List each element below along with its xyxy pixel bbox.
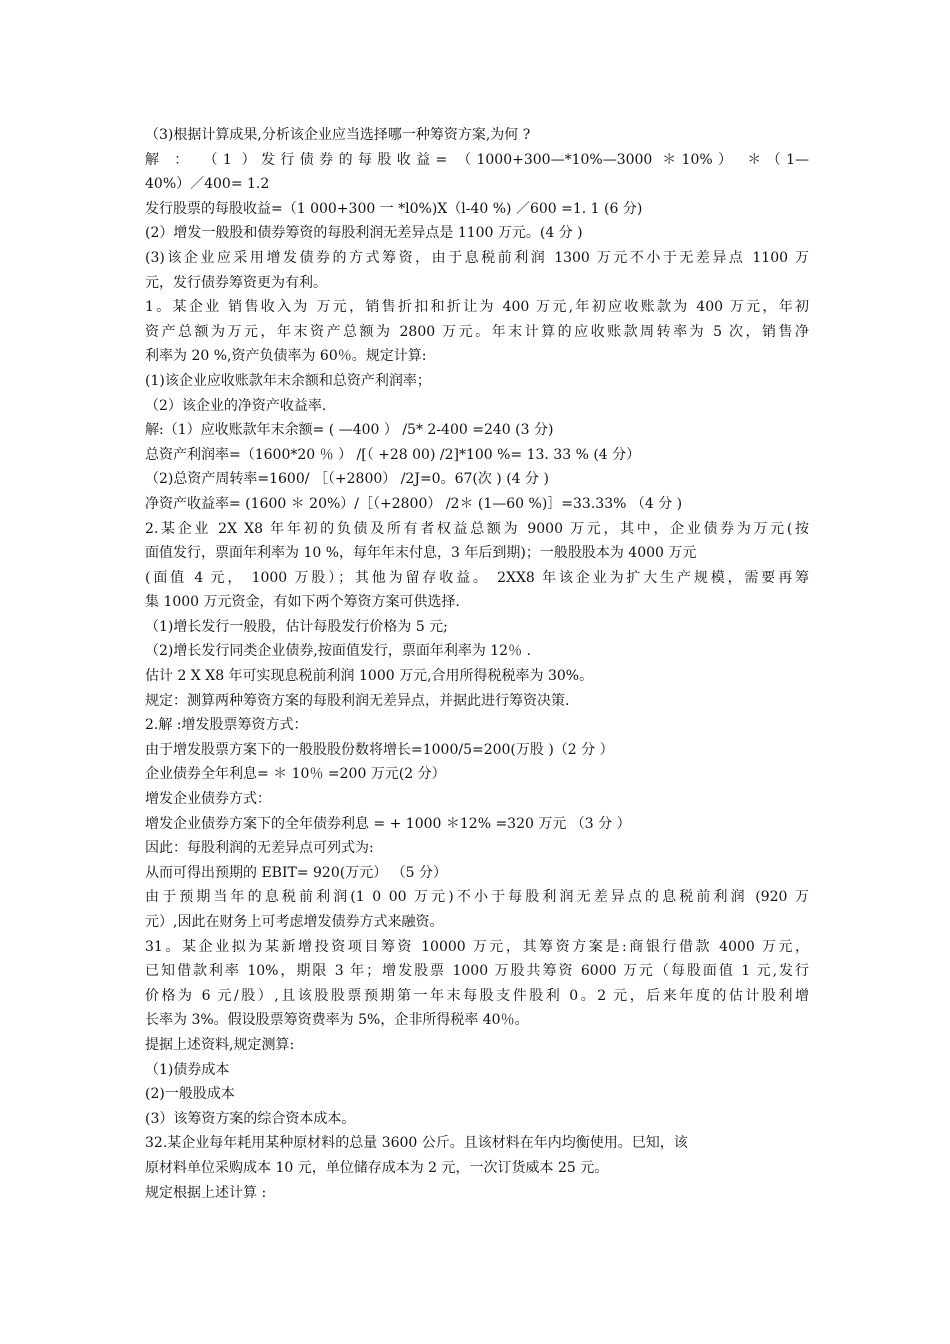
text-line: 2.某企业 2X X8 年年初的负债及所有者权益总额为 9000 万元，其中，企业债券为万元(按 xyxy=(145,520,809,537)
text-line: （2)总资产周转率=1600/ ［（+2800） /2J=0。67(次 ) (4 分 ) xyxy=(145,471,549,488)
text-line: （2)增长发行同类企业债券,按面值发行，票面年利率为 12％ . xyxy=(145,643,531,660)
document-body xyxy=(145,123,809,1205)
text-line: 估计 2 X X8 年可实现息税前利润 1000 万元,合用所得税税率为 30%。 xyxy=(145,668,594,685)
text-line: 从而可得出预期的 EBIT= 920(万元） （5 分） xyxy=(145,864,447,881)
text-line: 提据上述资料,规定测算: xyxy=(145,1036,295,1053)
text-line: 长率为 3%。假设股票筹资费率为 5%，企非所得税率 40％。 xyxy=(145,1012,529,1029)
text-line: （3)根据计算成果,分析该企业应当选择哪一种筹资方案,为何 ? xyxy=(145,127,531,143)
text-line: (面值 4 元， 1000 万股）；其他为留存收益。 2XX8 年该企业为扩大生产规模，需要再筹 xyxy=(145,569,809,586)
text-line: 元）,因此在财务上可考虑增发债券方式来融资。 xyxy=(145,914,444,930)
text-line: 增发企业债券方式： xyxy=(145,791,271,808)
text-line: 净资产收益率= (1600 ＊ 20%）/［（+2800） /2＊ (1—60 %)］=33.33% （4 分 ) xyxy=(145,495,683,512)
text-line: 40%）／400= 1.2 xyxy=(145,176,270,193)
text-line: 资产总额为万元，年末资产总额为 2800 万元。年末计算的应收账款周转率为 5 次，销售净 xyxy=(145,323,809,340)
text-line: 企业债券全年利息= ＊ 10％ =200 万元(2 分） xyxy=(145,766,446,783)
text-line: 由于预期当年的息税前利润(1 0 00 万元)不小于每股利润无差异点的息税前利润 (920 万 xyxy=(145,889,809,906)
text-line: 32.某企业每年耗用某种原材料的总量 3600 公斤。且该材料在年内均衡使用。巳知，该 xyxy=(145,1135,688,1152)
text-line: 解:（1）应收账款年末余额= ( —400 ） /5* 2-400 =240 (3 分) xyxy=(145,422,554,439)
text-line: （1)增长发行一般股，估计每股发行价格为 5 元; xyxy=(145,618,448,635)
text-line: (3）该筹资方案的综合资本成本。 xyxy=(145,1110,356,1127)
text-line: 2.解 :增发股票筹资方式： xyxy=(145,717,308,734)
text-line: 利率为 20 %,资产负债率为 60％。规定计算: xyxy=(145,348,427,365)
text-line: 1。某企业 销售收入为 万元，销售折扣和折让为 400 万元,年初应收账款为 400 万元，年初 xyxy=(145,299,809,316)
text-line: （1)债券成本 xyxy=(145,1061,230,1078)
text-line: 总资产利润率=（1600*20 ％ ） /[（ +28 00) /2]*100 %= 13. 33 % (4 分） xyxy=(145,446,641,463)
text-line: 31。某企业拟为某新增投资项目筹资 10000 万元，其筹资方案是:商银行借款 4000 万元， xyxy=(145,938,809,955)
text-line: (1)该企业应收账款年末余额和总资产利润率； xyxy=(145,372,431,389)
text-line: 由于增发股票方案下的一般股股份数将增长=1000/5=200(万股 )（2 分 ） xyxy=(145,741,614,758)
text-line: 价格为 6 元/股）,且该股股票预期第一年末每股支件股利 0。2 元，后来年度的估计股利增 xyxy=(145,987,809,1004)
text-line: (2)一般股成本 xyxy=(145,1086,235,1103)
text-line: (3)该企业应采用增发债券的方式筹资，由于息税前利润 1300 万元不小于无差异点 1100 万 xyxy=(145,249,809,266)
text-line: 解 ： （1 ）发行债券的每股收益= （1000+300—*10%—3000 ＊10%） ＊（1— xyxy=(145,151,809,168)
text-line: (2）增发一般股和债券筹资的每股利润无差异点是 1100 万元。(4 分 ) xyxy=(145,225,583,242)
text-line: 面值发行，票面年利率为 10 %，每年年末付息，3 年后到期)；一般股股本为 4000 万元 xyxy=(145,545,697,562)
text-line: 因此：每股利润的无差异点可列式为: xyxy=(145,840,374,857)
text-line: （2）该企业的净资产收益率. xyxy=(145,397,327,414)
text-line: 增发企业债券方案下的全年债券利息 = + 1000 ＊12% =320 万元 （3 分 ） xyxy=(145,815,631,832)
text-line: 规定根据上述计算 : xyxy=(145,1184,267,1201)
text-line: 元，发行债券筹资更为有利。 xyxy=(145,274,327,291)
text-line: 规定：测算两种筹资方案的每股利润无差异点，并据此进行筹资决策. xyxy=(145,692,570,709)
text-line: 原材料单位采购成本 10 元，单位储存成本为 2 元，一次订货威本 25 元。 xyxy=(145,1159,609,1176)
text-line: 已知借款利率 10%，期限 3 年；增发股票 1000 万股共筹资 6000 万元（每股面值 1 元,发行 xyxy=(145,963,809,980)
text-line: 集 1000 万元资金，有如下两个筹资方案可供选择. xyxy=(145,594,460,611)
text-line: 发行股票的每股收益=（1 000+300 一 *l0%)X（l-40 %) ／600 =1. 1 (6 分) xyxy=(145,200,643,217)
